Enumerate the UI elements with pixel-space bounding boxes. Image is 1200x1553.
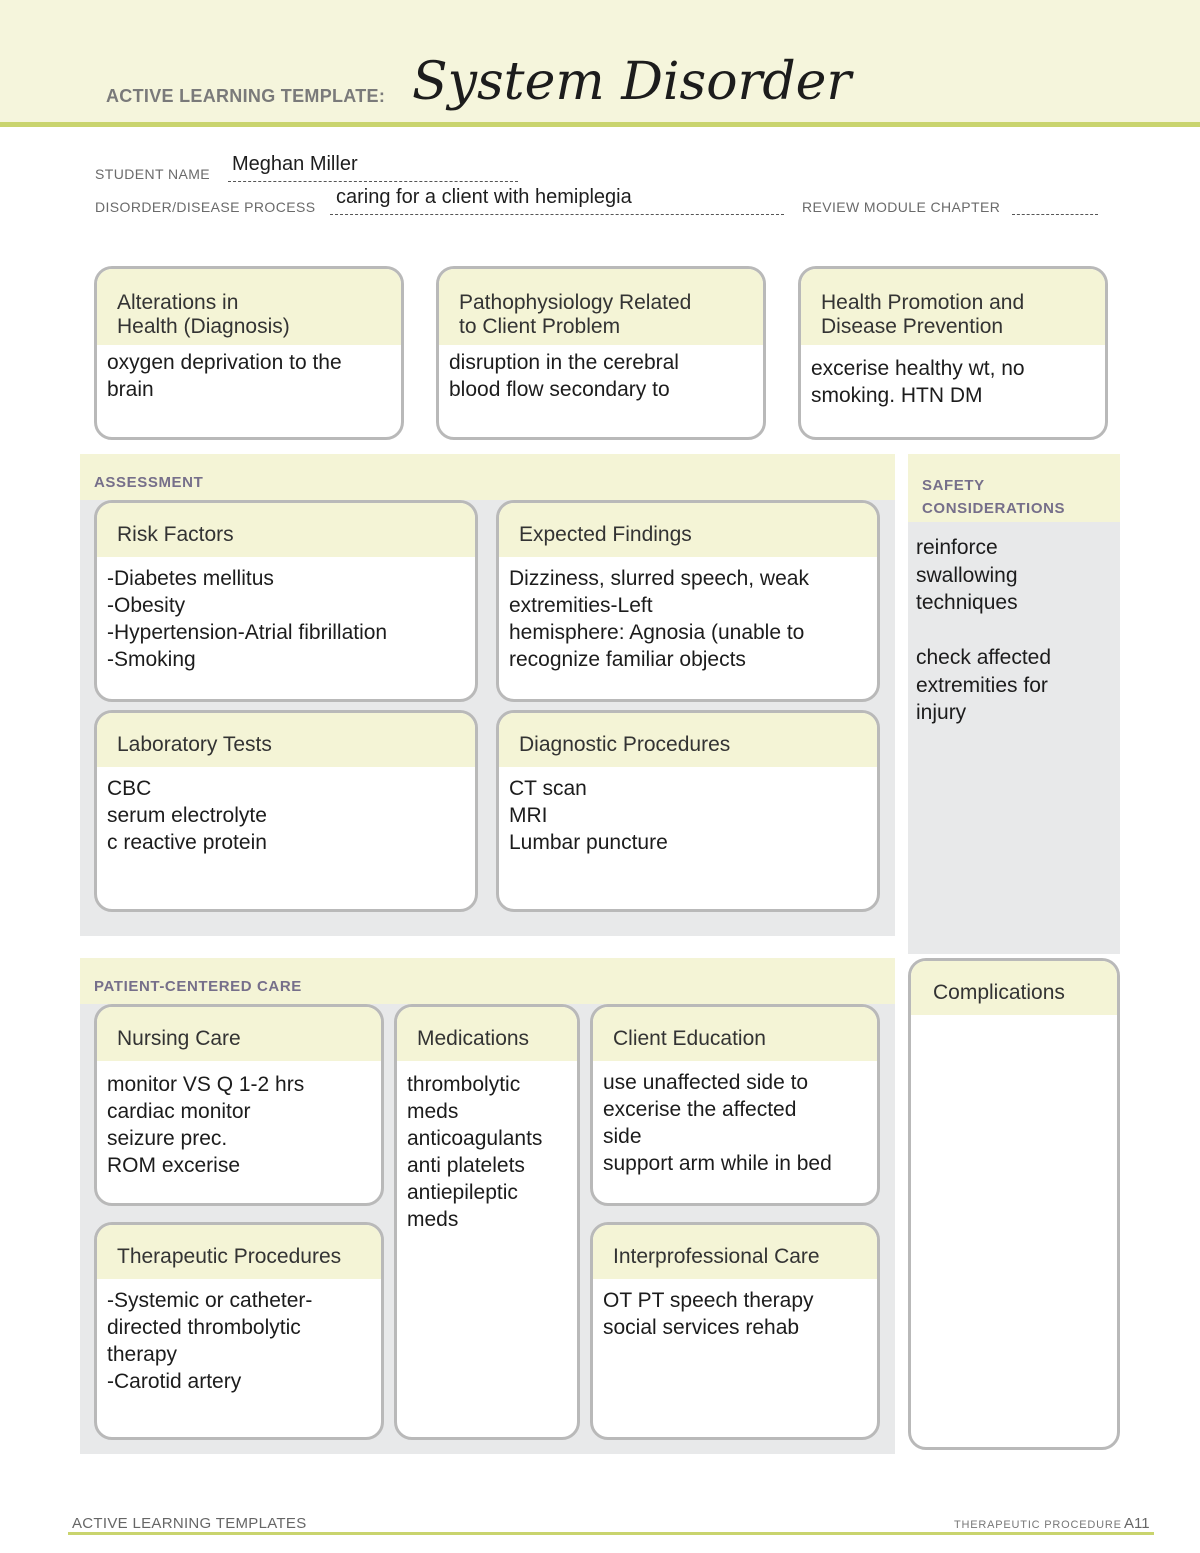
- client-education-body[interactable]: use unaffected side to excerise the affected side support arm while in bed: [603, 1071, 832, 1175]
- complications-box: [908, 958, 1120, 1450]
- nursing-care-body[interactable]: monitor VS Q 1-2 hrs cardiac monitor seizure prec. ROM excerise: [107, 1073, 305, 1177]
- student-name-value: Meghan Miller: [232, 153, 358, 175]
- risk-factors-body[interactable]: -Diabetes mellitus -Obesity -Hypertension-Atrial fibrillation -Smoking: [107, 567, 388, 671]
- pathophysiology-box: [436, 266, 766, 440]
- laboratory-tests-body[interactable]: CBC serum electrolyte c reactive protein: [107, 777, 267, 854]
- nursing-care-title: Nursing Care: [97, 1007, 381, 1061]
- expected-findings-title: Expected Findings: [499, 503, 877, 557]
- diagnostic-procedures-title: Diagnostic Procedures: [499, 713, 877, 767]
- client-education-box: [590, 1004, 880, 1206]
- page-title: System Disorder: [412, 52, 852, 112]
- assessment-label: ASSESSMENT: [94, 474, 204, 491]
- template-label: ACTIVE LEARNING TEMPLATE:: [106, 86, 386, 106]
- therapeutic-procedures-box: [94, 1222, 384, 1440]
- diagnostic-procedures-box: [496, 710, 880, 912]
- alterations-in-health-box: [94, 266, 404, 440]
- risk-factors-box: [94, 500, 478, 702]
- review-chapter-label: REVIEW MODULE CHAPTER: [802, 199, 1001, 215]
- medications-title: Medications: [397, 1007, 577, 1061]
- pathophysiology-body[interactable]: disruption in the cerebral blood flow secondary to: [449, 351, 679, 401]
- pathophysiology-title: Pathophysiology Related to Client Problem: [439, 269, 763, 345]
- patient-centered-care-label: PATIENT-CENTERED CARE: [94, 978, 302, 995]
- laboratory-tests-box: [94, 710, 478, 912]
- footer-page-number: A11: [1124, 1515, 1150, 1532]
- health-promotion-box: [798, 266, 1108, 440]
- review-chapter-field[interactable]: [1012, 196, 1098, 215]
- health-promotion-title: Health Promotion and Disease Prevention: [801, 269, 1105, 345]
- expected-findings-body[interactable]: Dizziness, slurred speech, weak extremities-Left hemisphere: Agnosia (unable to recognize familiar objects: [509, 567, 809, 671]
- disorder-label: DISORDER/DISEASE PROCESS: [95, 199, 316, 215]
- interprofessional-care-box: [590, 1222, 880, 1440]
- alterations-in-health-body[interactable]: oxygen deprivation to the brain: [107, 351, 342, 401]
- expected-findings-box: [496, 500, 880, 702]
- footer-rule: [68, 1532, 1154, 1535]
- therapeutic-procedures-title: Therapeutic Procedures: [97, 1225, 381, 1279]
- interprofessional-care-title: Interprofessional Care: [593, 1225, 877, 1279]
- alterations-in-health-title: Alterations in Health (Diagnosis): [97, 269, 401, 345]
- header-rule: [0, 122, 1200, 127]
- safety-label: SAFETY CONSIDERATIONS: [922, 477, 1066, 517]
- complications-title: Complications: [911, 961, 1117, 1015]
- safety-body[interactable]: reinforce swallowing techniques check affected extremities for injury: [916, 536, 1052, 724]
- disorder-value: caring for a client with hemiplegia: [336, 186, 632, 208]
- medications-box: [394, 1004, 580, 1440]
- nursing-care-box: [94, 1004, 384, 1206]
- student-name-field[interactable]: [228, 155, 518, 182]
- footer-procedure-label: THERAPEUTIC PROCEDURE: [954, 1519, 1122, 1531]
- laboratory-tests-title: Laboratory Tests: [97, 713, 475, 767]
- therapeutic-procedures-body[interactable]: -Systemic or catheter- directed thrombolytic therapy -Carotid artery: [107, 1289, 313, 1393]
- medications-body[interactable]: thrombolytic meds anticoagulants anti platelets antiepileptic meds: [407, 1073, 543, 1231]
- client-education-title: Client Education: [593, 1007, 877, 1061]
- interprofessional-care-body[interactable]: OT PT speech therapy social services rehab: [603, 1289, 814, 1339]
- diagnostic-procedures-body[interactable]: CT scan MRI Lumbar puncture: [509, 777, 668, 854]
- student-name-label: STUDENT NAME: [95, 166, 210, 182]
- risk-factors-title: Risk Factors: [97, 503, 475, 557]
- footer-left-text: ACTIVE LEARNING TEMPLATES: [72, 1515, 307, 1532]
- complications-body[interactable]: [911, 1015, 1117, 1031]
- disorder-field[interactable]: [330, 186, 784, 215]
- health-promotion-body[interactable]: excerise healthy wt, no smoking. HTN DM: [811, 357, 1025, 407]
